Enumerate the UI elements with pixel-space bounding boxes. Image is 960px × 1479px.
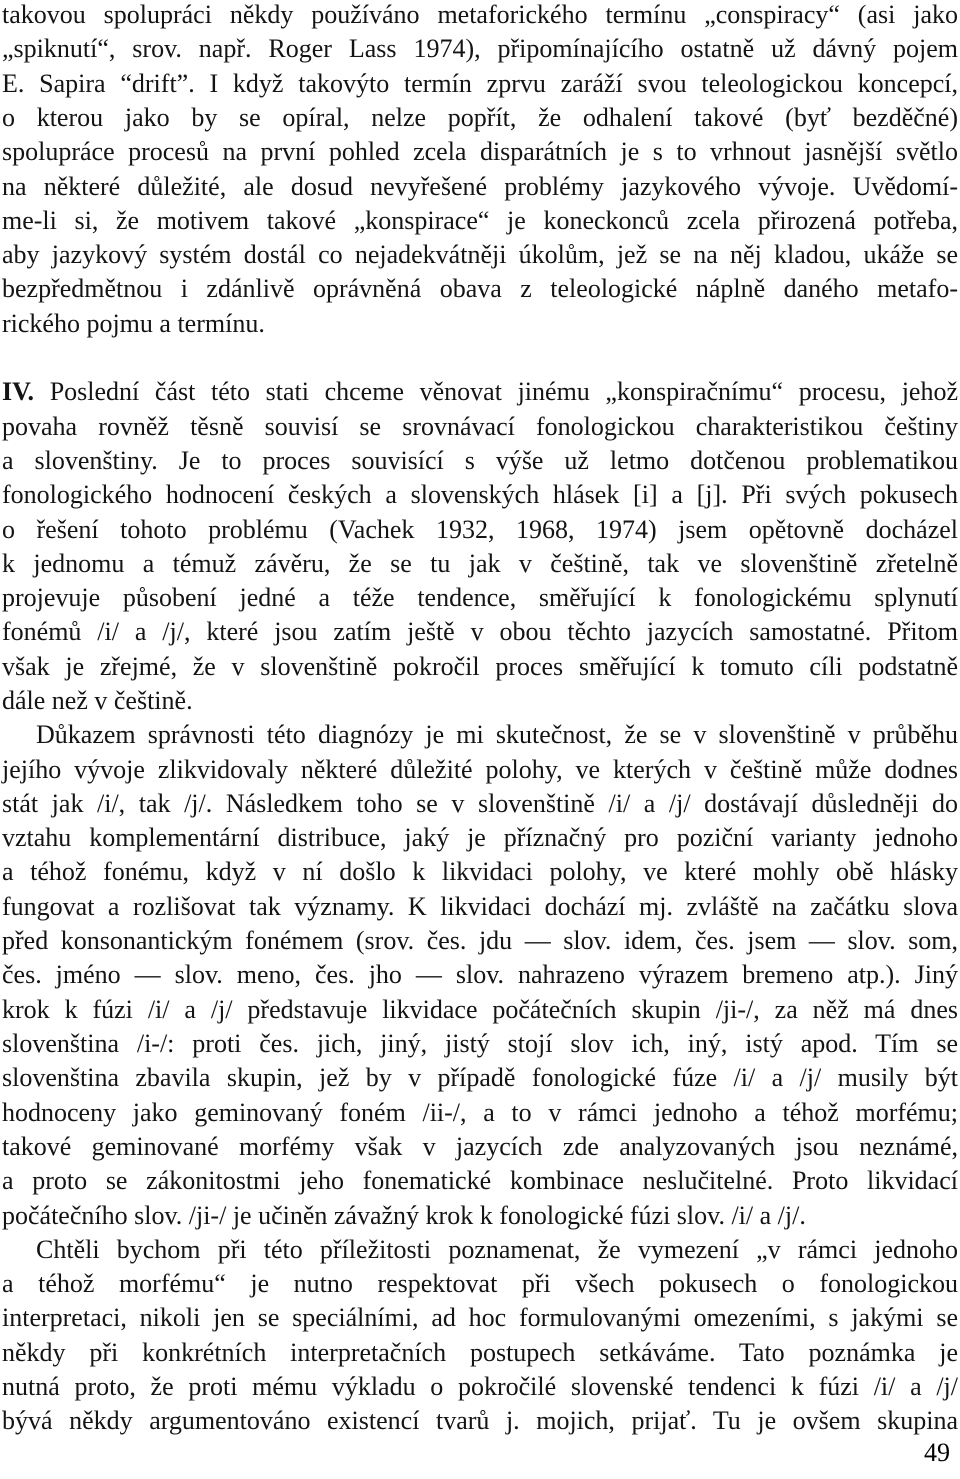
text-line (2, 103, 958, 135)
line-text: a téhož fonému, když v ní došlo k likvidaci polohy, ve které mohly obě hlásky (2, 857, 958, 886)
line-text: krok k fúzi /i/ a /j/ představuje likvidace počátečních skupin /ji-/, za něž má dnes (2, 995, 958, 1024)
line-text: stát jak /i/, tak /j/. Následkem toho se v slovenštině /i/ a /j/ dostávají důsledněji do (2, 789, 958, 818)
text-line (2, 1063, 958, 1095)
line-text: na některé důležité, ale dosud nevyřešené problémy jazykového vývoje. Uvědomí- (2, 172, 958, 201)
line-text: slovenština /i-/: proti čes. jich, jiný, jistý stojí slov ich, iný, istý apod. Tím se (2, 1029, 958, 1058)
text-line (2, 892, 958, 924)
line-text: počátečního slov. /ji-/ je učiněn závažný krok k fonologické fúzi slov. /i/ a /j/. (2, 1201, 806, 1230)
text-line (2, 1201, 806, 1233)
line-text: Důkazem správnosti této diagnózy je mi skutečnost, že se v slovenštině v průběhu (36, 720, 958, 749)
text-line (2, 480, 958, 512)
text-line (2, 377, 958, 409)
text-line (2, 1132, 958, 1164)
line-text: vztahu komplementární distribuce, jaký je příznačný pro poziční varianty jednoho (2, 823, 958, 852)
line-text: dále než v češtině. (2, 686, 193, 715)
text-line (2, 789, 958, 821)
line-text: před konsonantickým fonémem (srov. čes. jdu — slov. idem, čes. jsem — slov. som, (2, 926, 958, 955)
line-text: E. Sapira “drift”. I když takovýto termín zprvu zaráží svou teleologickou koncepcí, (2, 69, 958, 98)
text-line (2, 1338, 958, 1370)
text-line (2, 446, 958, 478)
line-text: o kterou jako by se opíral, nelze popřít, že odhalení takové (byť bezděčné) (2, 103, 958, 132)
text-line (2, 926, 958, 958)
line-text: fonémů /i/ a /j/, které jsou zatím ještě v obou těchto jazycích samostatné. Přitom (2, 617, 958, 646)
text-line (2, 823, 958, 855)
text-line (2, 0, 958, 32)
line-text: bezpředmětnou i zdánlivě oprávněná obava z teleologické náplně daného metafo- (2, 274, 958, 303)
chapter-marker: IV. (2, 377, 35, 406)
line-text: čes. jméno — slov. meno, čes. jho — slov. nahrazeno výrazem bremeno atp.). Jiný (2, 960, 958, 989)
text-line (2, 1406, 958, 1438)
line-text: a téhož morfému“ je nutno respektovat při všech pokusech o fonologickou (2, 1269, 958, 1298)
text-line (2, 1269, 958, 1301)
line-text: me-li si, že motivem takové „konspirace“ je koneckonců zcela přirozená potřeba, (2, 206, 958, 235)
text-line (2, 412, 958, 444)
line-text: však je zřejmé, že v slovenštině pokročil proces směřující k tomuto cíli podstatně (2, 652, 958, 681)
line-text: Poslední část této stati chceme věnovat jinému „konspiračnímu“ procesu, jehož (49, 377, 958, 406)
line-text: k jednomu a témuž závěru, že se tu jak v češtině, tak ve slovenštině zřetelně (2, 549, 958, 578)
line-text: rického pojmu a termínu. (2, 309, 265, 338)
text-line (2, 515, 958, 547)
line-text: hodnoceny jako geminovaný foném /ii-/, a to v rámci jednoho a téhož morfému; (2, 1098, 958, 1127)
text-line (2, 857, 958, 889)
text-line (2, 960, 958, 992)
text-line (2, 69, 958, 101)
text-line (2, 240, 958, 272)
text-line (2, 583, 958, 615)
line-text: „spiknutí“, srov. např. Roger Lass 1974), připomínajícího ostatně už dávný pojem (2, 34, 958, 63)
text-line (36, 1235, 958, 1267)
text-line (2, 137, 958, 169)
line-text: fungovat a rozlišovat tak významy. K likvidaci dochází mj. zvláště na začátku slova (2, 892, 958, 921)
line-text: někdy při konkrétních interpretačních postupech setkáváme. Tato poznámka je (2, 1338, 958, 1367)
page-number: 49 (924, 1438, 950, 1467)
text-line (2, 755, 958, 787)
text-line (2, 1303, 958, 1335)
text-line (2, 1166, 958, 1198)
line-text: spolupráce procesů na první pohled zcela disparátních je s to vrhnout jasnější světlo (2, 137, 958, 166)
text-line (2, 206, 958, 238)
text-line (2, 274, 958, 306)
line-text: slovenština zbavila skupin, jež by v případě fonologické fúze /i/ a /j/ musily být (2, 1063, 958, 1092)
line-text: takovou spolupráci někdy používáno metaforického termínu „conspiracy“ (asi jako (2, 0, 958, 29)
line-text: Chtěli bychom při této příležitosti poznamenat, že vymezení „v rámci jednoho (36, 1235, 958, 1264)
text-line (2, 549, 958, 581)
line-text: interpretaci, nikoli jen se speciálními, ad hoc formulovanými omezeními, s jakými se (2, 1303, 958, 1332)
text-line (2, 172, 958, 204)
text-line (2, 652, 958, 684)
line-text: povaha rovněž těsně souvisí se srovnávací fonologickou charakteristikou češtiny (2, 412, 958, 441)
text-line (2, 617, 958, 649)
text-line (2, 1029, 958, 1061)
text-line (2, 309, 265, 341)
line-text: o řešení tohoto problému (Vachek 1932, 1968, 1974) jsem opětovně docházel (2, 515, 958, 544)
line-text: takové geminované morfémy však v jazycích zde analyzovaných jsou neznámé, (2, 1132, 958, 1161)
line-text: aby jazykový systém dostál co nejadekvátněji úkolům, jež se na něj kladou, ukáže se (2, 240, 958, 269)
line-text: projevuje působení jedné a téže tendence, směřující k fonologickému splynutí (2, 583, 958, 612)
line-text: a slovenštiny. Je to proces souvisící s výše už letmo dotčenou problematikou (2, 446, 958, 475)
line-text: nutná proto, že proti mému výkladu o pokročilé slovenské tendenci k fúzi /i/ a /j/ (2, 1372, 958, 1401)
text-line (2, 1372, 958, 1404)
text-line (2, 1098, 958, 1130)
text-line (2, 34, 958, 66)
text-line (2, 686, 193, 718)
line-text: jejího vývoje zlikvidovaly některé důležité polohy, ve kterých v češtině může dodnes (2, 755, 958, 784)
line-text: fonologického hodnocení českých a slovenských hlásek [i] a [j]. Při svých pokusech (2, 480, 958, 509)
line-text: bývá někdy argumentováno existencí tvarů j. mojich, prijať. Tu je ovšem skupina (2, 1406, 958, 1435)
text-line (2, 995, 958, 1027)
line-text: a proto se zákonitostmi jeho fonematické kombinace neslučitelné. Proto likvidací (2, 1166, 958, 1195)
text-line (36, 720, 958, 752)
